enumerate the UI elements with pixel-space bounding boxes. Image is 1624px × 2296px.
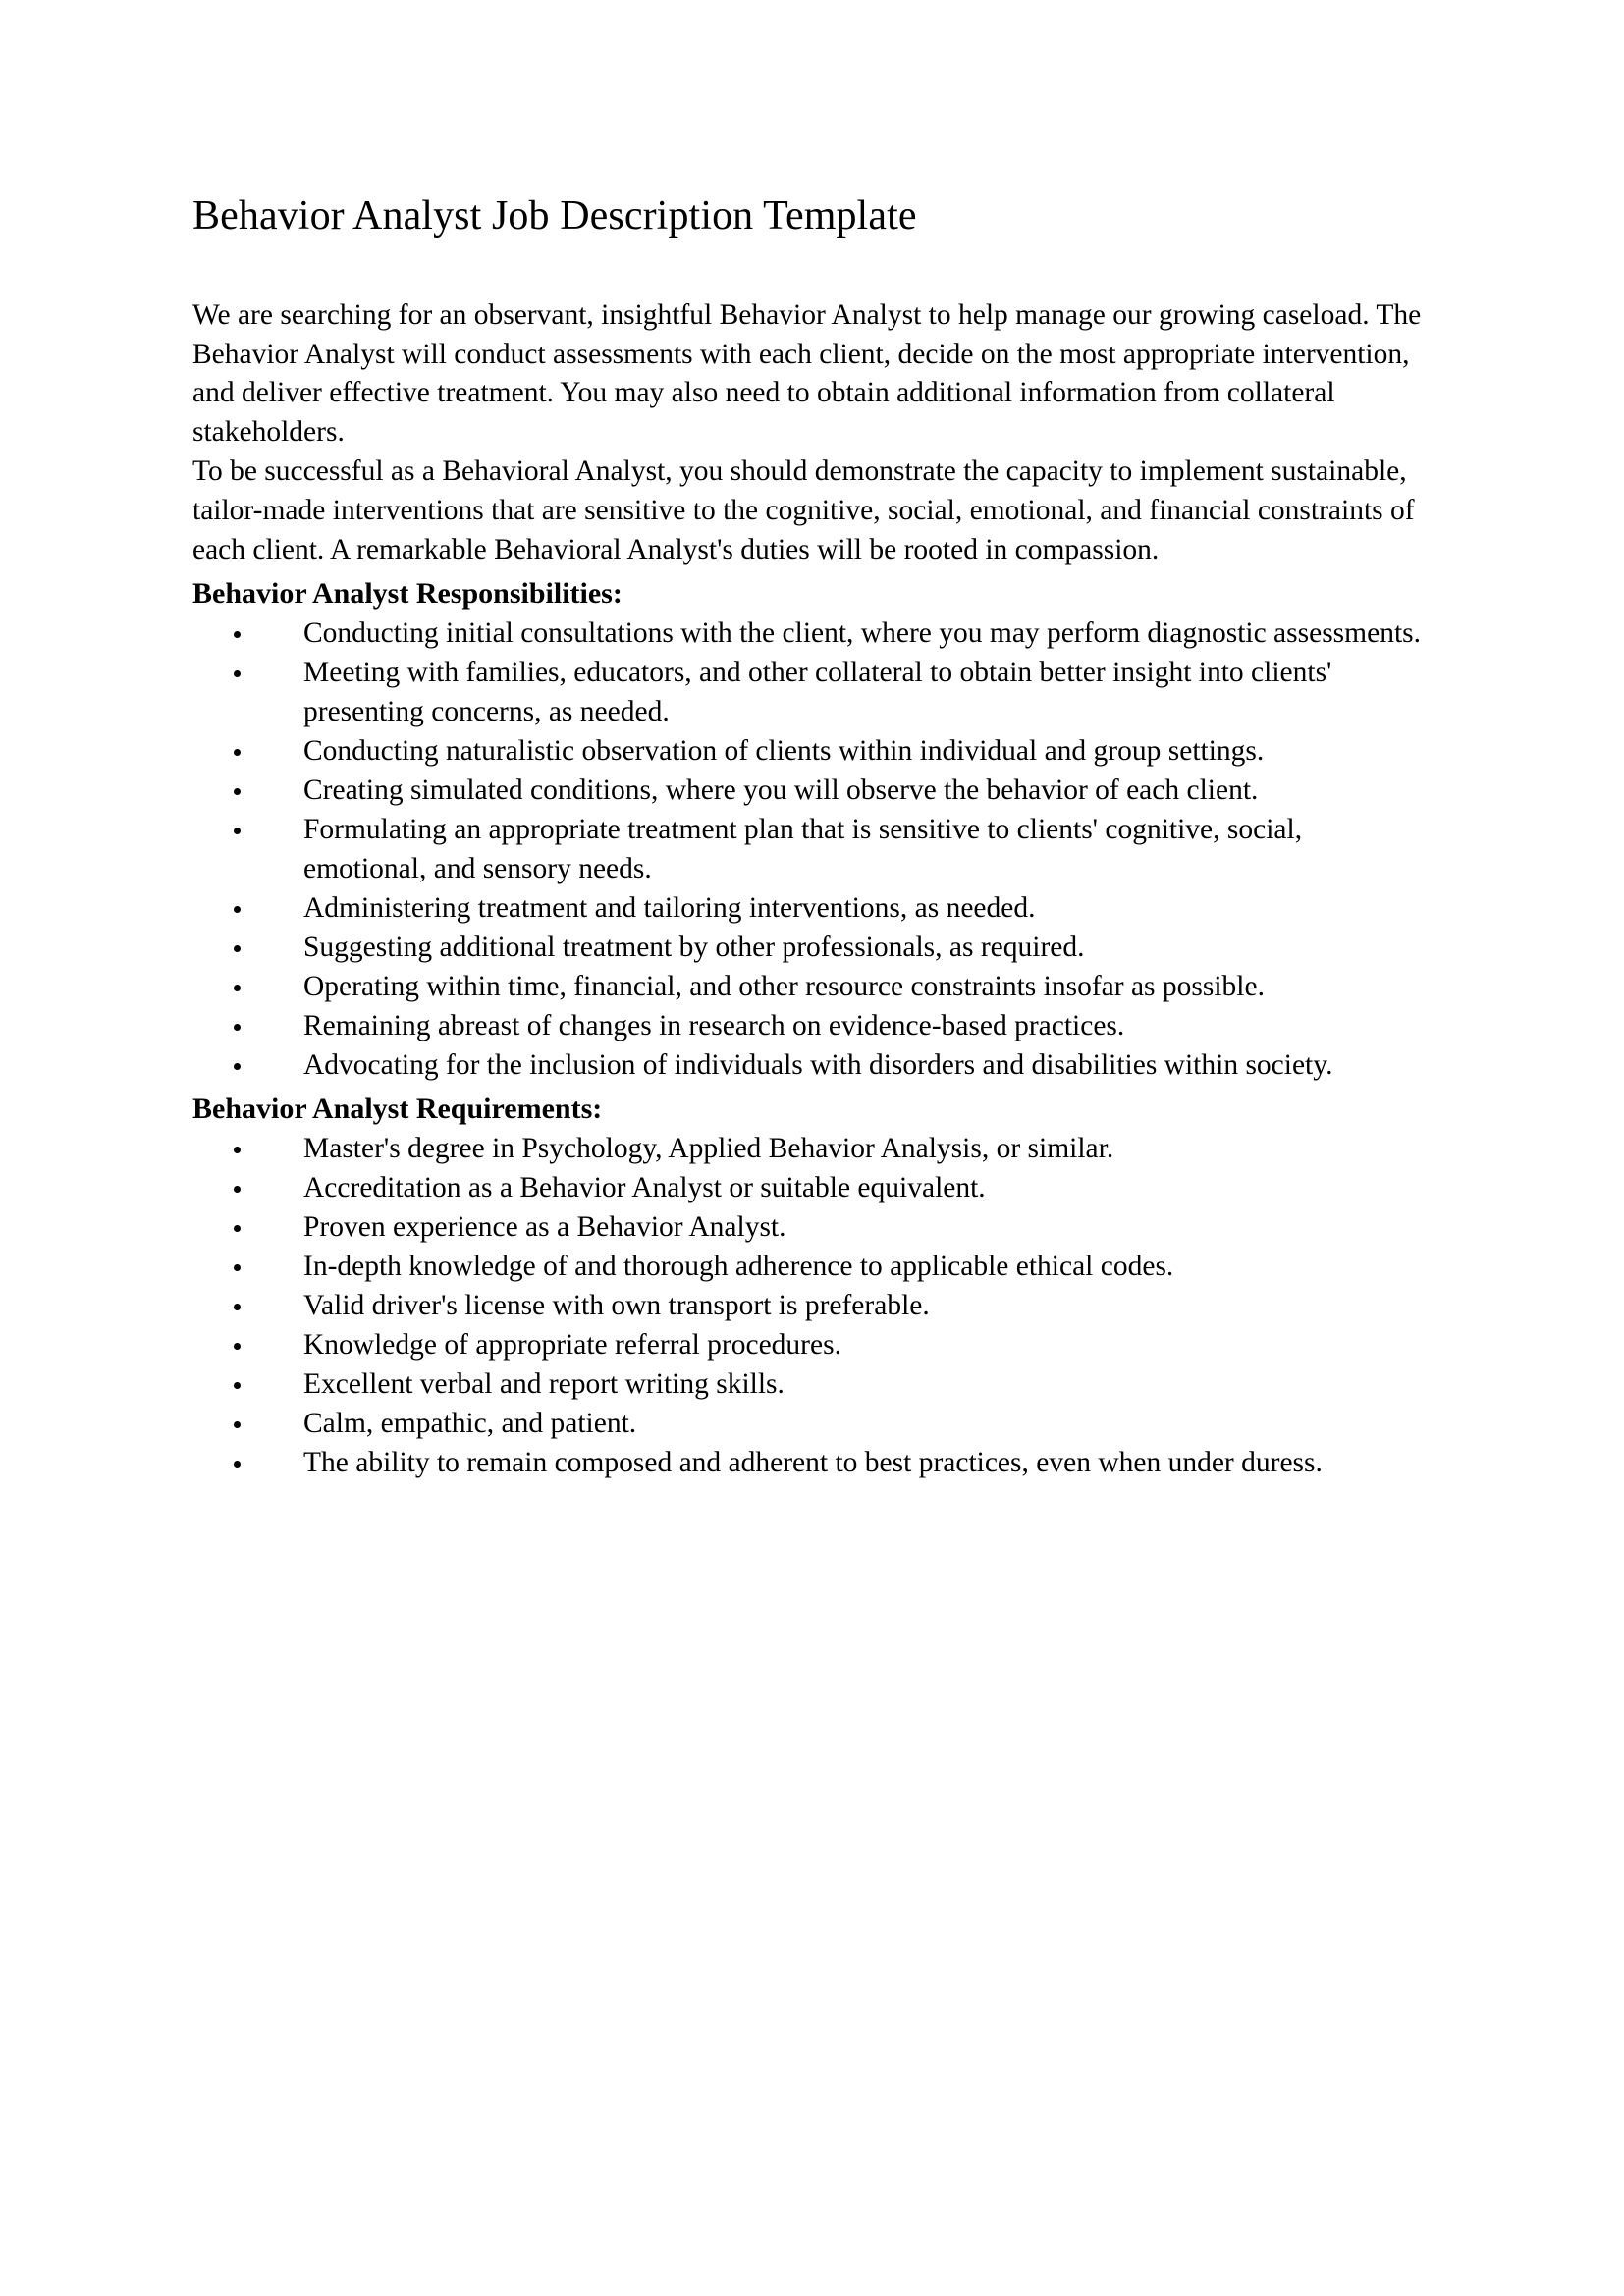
list-item [192, 968, 1428, 1007]
list-item [192, 889, 1428, 929]
intro-paragraph-2: To be successful as a Behavioral Analyst, you should demonstrate the capacity to implement sustainable, tailor-made interventions that are sensitive to the cognitive, social, emotional, and financial constraints of each client. A remarkable Behavioral Analyst's duties will be rooted in compassion. [192, 455, 1415, 566]
requirements-list [192, 1130, 1428, 1483]
list-item-text: Excellent verbal and report writing skills. [303, 1367, 785, 1400]
list-item [192, 654, 1428, 732]
list-item-text: Remaining abreast of changes in research on evidence-based practices. [303, 1010, 1125, 1042]
list-item [192, 1046, 1428, 1086]
list-item-text: In-depth knowledge of and thorough adherence to applicable ethical codes. [303, 1250, 1174, 1282]
list-item-text: Operating within time, financial, and other resource constraints insofar as possible. [303, 971, 1265, 1003]
list-item-text: Calm, empathic, and patient. [303, 1407, 637, 1439]
list-item [192, 614, 1428, 654]
list-item [192, 811, 1428, 889]
list-item [192, 1208, 1428, 1248]
list-item-text: The ability to remain composed and adherent to best practices, even when under duress. [303, 1446, 1323, 1478]
list-item [192, 1405, 1428, 1444]
list-item-text: Accreditation as a Behavior Analyst or suitable equivalent. [303, 1171, 986, 1203]
list-item-text: Proven experience as a Behavior Analyst. [303, 1210, 786, 1243]
list-item [192, 1007, 1428, 1046]
list-item-text: Advocating for the inclusion of individuals with disorders and disabilities within society. [303, 1048, 1333, 1081]
list-item [192, 1169, 1428, 1208]
list-item-text: Master's degree in Psychology, Applied Behavior Analysis, or similar. [303, 1132, 1114, 1164]
list-item-text: Creating simulated conditions, where you will observe the behavior of each client. [303, 774, 1259, 807]
list-item-text: Formulating an appropriate treatment plan that is sensitive to clients' cognitive, social, emotional, and sensory needs. [303, 814, 1303, 885]
responsibilities-list [192, 614, 1428, 1086]
list-item-text: Administering treatment and tailoring interventions, as needed. [303, 892, 1036, 925]
list-item-text: Valid driver's license with own transport is preferable. [303, 1289, 930, 1321]
list-item-text: Suggesting additional treatment by other professionals, as required. [303, 932, 1085, 964]
list-item [192, 1326, 1428, 1365]
section-heading-responsibilities: Behavior Analyst Responsibilities: [192, 577, 623, 611]
intro-paragraph-1: We are searching for an observant, insightful Behavior Analyst to help manage our growing caseload. The Behavior Analyst will conduct assessments with each client, decide on the most appropriate intervention, and deliver effective treatment. You may also need to obtain additional information from collateral stakeholders. [192, 298, 1422, 449]
list-item [192, 1365, 1428, 1405]
list-item [192, 1130, 1428, 1169]
list-item [192, 1248, 1428, 1287]
list-item-text: Conducting naturalistic observation of clients within individual and group settings. [303, 735, 1265, 768]
list-item [192, 1444, 1428, 1483]
list-item [192, 772, 1428, 811]
list-item [192, 929, 1428, 968]
list-item-text: Conducting initial consultations with the client, where you may perform diagnostic assessments. [303, 617, 1421, 650]
section-heading-requirements: Behavior Analyst Requirements: [192, 1092, 603, 1125]
list-item-text: Meeting with families, educators, and other collateral to obtain better insight into clients' presenting concerns, as needed. [303, 657, 1332, 728]
page-title: Behavior Analyst Job Description Template [192, 193, 917, 239]
list-item [192, 1287, 1428, 1326]
list-item-text: Knowledge of appropriate referral procedures. [303, 1328, 841, 1361]
list-item [192, 732, 1428, 772]
